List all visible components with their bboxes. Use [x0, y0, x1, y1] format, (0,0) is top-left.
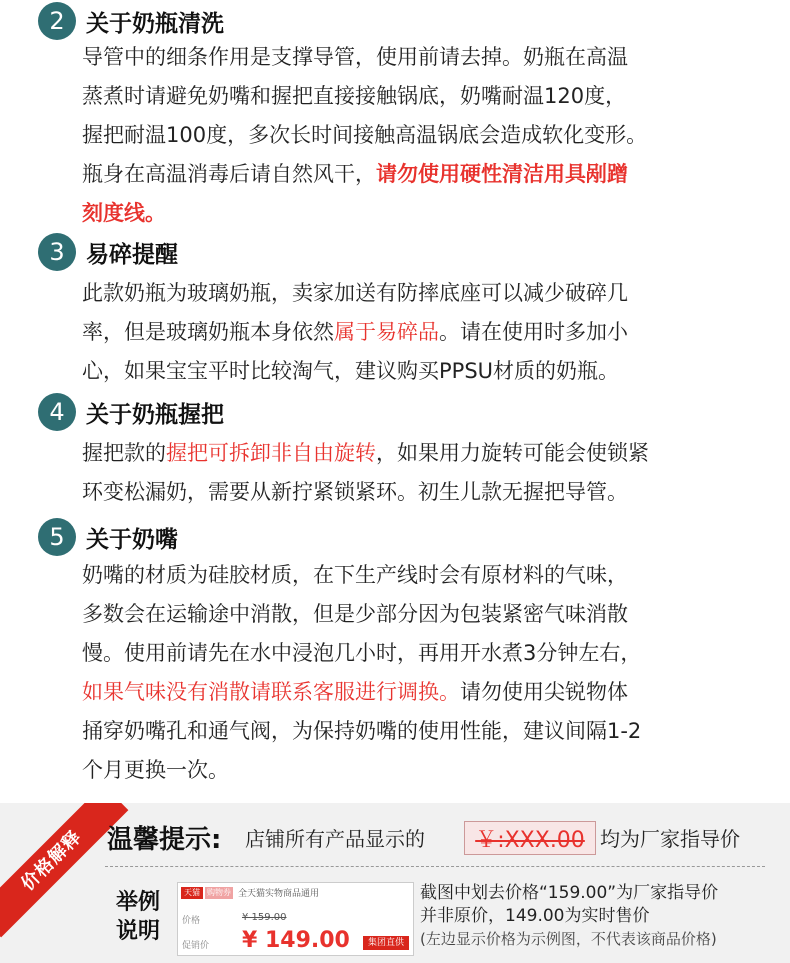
highlighted-text: 属于易碎品 — [334, 320, 439, 344]
section-title: 关于奶嘴 — [86, 526, 178, 553]
body-text: 心，如果宝宝平时比较淘气，建议购买PPSU材质的奶瓶。 — [82, 359, 620, 383]
section-header — [38, 392, 224, 432]
body-line — [82, 556, 772, 595]
body-text: 率，但是玻璃奶瓶本身依然 — [82, 320, 334, 344]
section-number: 3 — [38, 233, 76, 271]
body-text: 导管中的细条作用是支撑导管，使用前请去掉。奶瓶在高温 — [82, 45, 628, 69]
section-body — [82, 38, 772, 233]
body-line — [82, 595, 772, 634]
section-number: 5 — [38, 518, 76, 556]
price-explanation-panel — [0, 803, 790, 963]
body-text: 环变松漏奶，需要从新拧紧锁紧环。初生儿款无握把导管。 — [82, 480, 628, 504]
section-title: 易碎提醒 — [86, 241, 178, 268]
body-text: 请勿使用尖锐物体 — [460, 680, 628, 704]
explanation-line: 并非原价，149.00为实时售价 — [420, 906, 650, 926]
section-body — [82, 556, 772, 790]
body-text: 多数会在运输途中消散，但是少部分因为包装紧密气味消散 — [82, 602, 628, 626]
example-label: 举例说明 — [115, 890, 160, 944]
body-line — [82, 352, 772, 391]
section-number: 2 — [38, 2, 76, 40]
body-line — [82, 38, 772, 77]
highlighted-text: 刻度线。 — [82, 201, 166, 225]
body-text: 慢。使用前请先在水中浸泡几小时，再用开水煮3分钟左右， — [82, 641, 642, 665]
original-price: ¥ 159.00 — [242, 912, 287, 923]
body-line — [82, 712, 772, 751]
body-line — [82, 274, 772, 313]
section-header — [38, 1, 224, 41]
coupon-badge: 购物券 — [207, 888, 231, 897]
body-line — [82, 751, 772, 790]
tmall-badge: 天猫 — [181, 887, 203, 899]
tip-title: 温馨提示: — [107, 825, 222, 855]
strikethrough-price — [464, 821, 596, 855]
section-title: 关于奶瓶清洗 — [86, 10, 224, 37]
section-body — [82, 434, 772, 512]
body-text: 奶嘴的材质为硅胶材质，在下生产线时会有原材料的气味， — [82, 563, 628, 587]
price-explanation-ribbon: 价格解释 — [0, 803, 128, 937]
body-text: 此款奶瓶为玻璃奶瓶，卖家加送有防摔底座可以减少破碎几 — [82, 281, 628, 305]
tip-text-suffix: 均为厂家指导价 — [600, 827, 740, 851]
body-text: 握把款的 — [82, 441, 166, 465]
highlighted-text: 如果气味没有消散请联系客服进行调换。 — [82, 680, 460, 704]
direct-supply-tag: 集团直供 — [363, 936, 409, 950]
tip-text: 店铺所有产品显示的 — [245, 827, 425, 851]
example-price-screenshot — [177, 882, 414, 956]
body-line — [82, 473, 772, 512]
body-line — [82, 634, 772, 673]
example-explanation — [420, 882, 785, 951]
section-header — [38, 232, 178, 272]
promo-price: ¥ 149.00 — [242, 928, 350, 953]
section-title: 关于奶瓶握把 — [86, 401, 224, 428]
body-line — [82, 116, 772, 155]
highlighted-text: 请勿使用硬性清洁用具剐蹭 — [376, 162, 628, 186]
body-line — [82, 155, 772, 194]
coupon-note: 全天猫实物商品通用 — [238, 889, 320, 899]
body-line — [82, 77, 772, 116]
strikethrough-price-text: ￥:XXX.00 — [475, 827, 585, 853]
body-line — [82, 194, 772, 233]
price-label: 价格 — [182, 916, 201, 926]
body-text: 捅穿奶嘴孔和通气阀，为保持奶嘴的使用性能，建议间隔1-2 — [82, 719, 642, 743]
section-header — [38, 517, 178, 557]
dashed-divider — [105, 866, 765, 867]
body-text: ，如果用力旋转可能会使锁紧 — [376, 441, 649, 465]
body-text: 蒸煮时请避免奶嘴和握把直接接触锅底，奶嘴耐温120度， — [82, 84, 627, 108]
body-text: 个月更换一次。 — [82, 758, 229, 782]
promo-label: 促销价 — [182, 941, 210, 951]
explanation-note: (左边显示价格为示例图，不代表该商品价格) — [420, 930, 717, 948]
explanation-line: 截图中划去价格“159.00”为厂家指导价 — [420, 883, 719, 903]
body-line — [82, 434, 772, 473]
body-text: 瓶身在高温消毒后请自然风干， — [82, 162, 376, 186]
body-text: 。请在使用时多加小 — [439, 320, 628, 344]
section-body — [82, 274, 772, 391]
body-line — [82, 673, 772, 712]
highlighted-text: 握把可拆卸非自由旋转 — [166, 441, 376, 465]
section-number: 4 — [38, 393, 76, 431]
body-text: 握把耐温100度，多次长时间接触高温锅底会造成软化变形。 — [82, 123, 648, 147]
body-line — [82, 313, 772, 352]
